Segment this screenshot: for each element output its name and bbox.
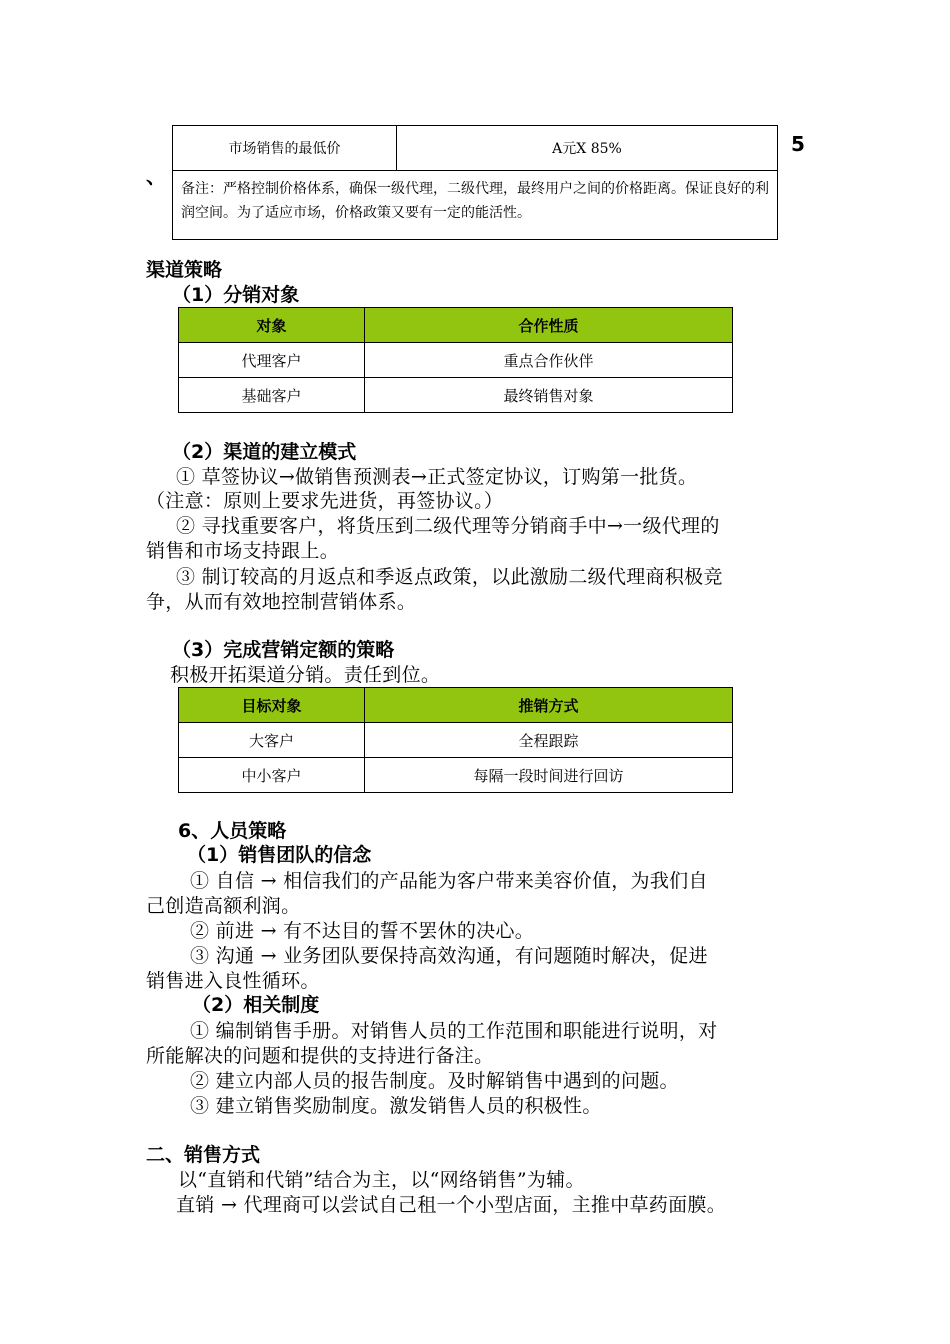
table-cell: 重点合作伙伴 xyxy=(365,343,733,378)
paragraph-line: 所能解决的问题和提供的支持进行备注。 xyxy=(146,1045,494,1067)
paragraph-line: 争，从而有效地控制营销体系。 xyxy=(146,591,417,613)
subheading-quota: （3）完成营销定额的策略 xyxy=(172,639,395,661)
paragraph-line: ③ 建立销售奖励制度。激发销售人员的积极性。 xyxy=(190,1095,602,1117)
table-cell: 全程跟踪 xyxy=(365,723,733,758)
paragraph-line: ① 草签协议→做销售预测表→正式签定协议，订购第一批货。 xyxy=(176,466,698,488)
subheading-team-belief: （1）销售团队的信念 xyxy=(187,844,372,866)
paragraph-line: ② 寻找重要客户，将货压到二级代理等分销商手中→一级代理的 xyxy=(176,515,720,537)
price-value-cell: A元X 85% xyxy=(397,126,778,171)
paragraph-line: 以“直销和代销”结合为主，以“网络销售”为辅。 xyxy=(178,1169,585,1191)
paragraph-line: ① 自信 → 相信我们的产品能为客户带来美容价值，为我们自 xyxy=(190,870,708,892)
table-cell: 基础客户 xyxy=(179,378,365,413)
table-row xyxy=(179,758,733,793)
subheading-distribution: （1）分销对象 xyxy=(172,284,300,306)
table-row xyxy=(179,343,733,378)
page-number: 5 xyxy=(791,132,805,156)
section-title-sales: 二、销售方式 xyxy=(146,1144,261,1166)
subheading-channel-mode: （2）渠道的建立模式 xyxy=(172,441,357,463)
subheading-regulations: （2）相关制度 xyxy=(192,994,320,1016)
table-cell: 中小客户 xyxy=(179,758,365,793)
section-title-personnel: 6、人员策略 xyxy=(178,820,287,842)
table-header: 推销方式 xyxy=(365,688,733,723)
price-label-cell: 市场销售的最低价 xyxy=(173,126,397,171)
table-row xyxy=(179,378,733,413)
promotion-table xyxy=(178,687,733,793)
paragraph-line: ③ 沟通 → 业务团队要保持高效沟通，有问题随时解决，促进 xyxy=(190,945,708,967)
paragraph-line: 直销 → 代理商可以尝试自己租一个小型店面，主推中草药面膜。 xyxy=(176,1194,727,1216)
paragraph-line: ③ 制订较高的月返点和季返点政策，以此激励二级代理商积极竞 xyxy=(176,566,723,588)
paragraph-line: 积极开拓渠道分销。责任到位。 xyxy=(170,664,441,686)
paragraph-line: ② 建立内部人员的报告制度。及时解销售中遇到的问题。 xyxy=(190,1070,679,1092)
paragraph-line: 销售进入良性循环。 xyxy=(146,970,320,992)
table-header: 对象 xyxy=(179,308,365,343)
section-marker: 、 xyxy=(146,164,166,188)
paragraph-line: ② 前进 → 有不达目的誓不罢休的决心。 xyxy=(190,920,535,942)
section-title-channel: 渠道策略 xyxy=(146,259,223,281)
distribution-table xyxy=(178,307,733,413)
paragraph-line: ① 编制销售手册。对销售人员的工作范围和职能进行说明，对 xyxy=(190,1020,718,1042)
price-table xyxy=(172,125,778,240)
price-note-cell: 备注：严格控制价格体系，确保一级代理，二级代理，最终用户之间的价格距离。保证良好的利润空间。为了适应市场，价格政策又要有一定的能活性。 xyxy=(173,171,778,240)
paragraph-line: 己创造高额利润。 xyxy=(146,895,301,917)
table-header: 合作性质 xyxy=(365,308,733,343)
table-cell: 代理客户 xyxy=(179,343,365,378)
paragraph-line: 销售和市场支持跟上。 xyxy=(146,540,340,562)
table-cell: 大客户 xyxy=(179,723,365,758)
table-cell: 最终销售对象 xyxy=(365,378,733,413)
table-header: 目标对象 xyxy=(179,688,365,723)
paragraph-line: （注意：原则上要求先进货，再签协议。） xyxy=(146,490,504,512)
table-cell: 每隔一段时间进行回访 xyxy=(365,758,733,793)
table-row xyxy=(179,723,733,758)
